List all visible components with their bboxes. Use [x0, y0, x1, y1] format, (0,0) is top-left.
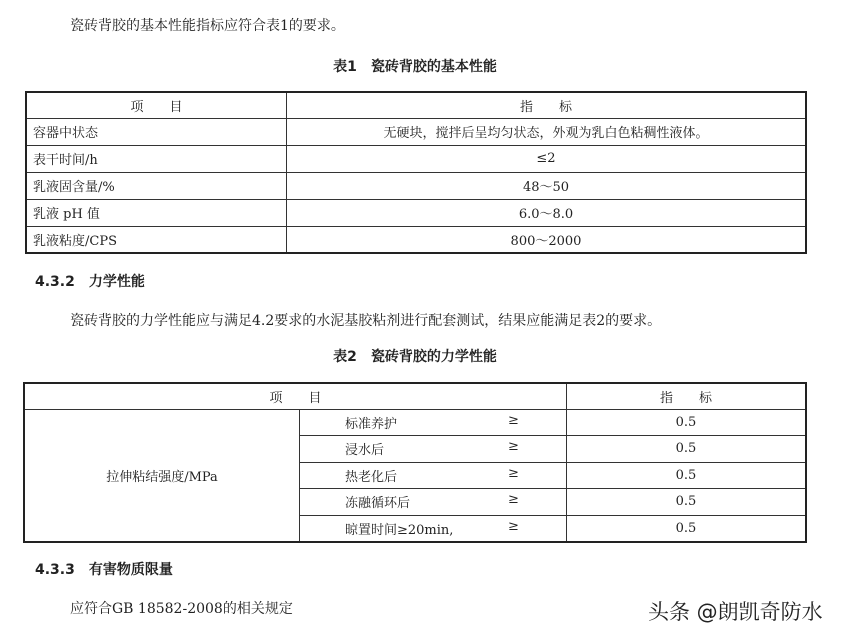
watermark: 头条 @朗凯奇防水 [648, 600, 823, 624]
table1 [25, 91, 807, 254]
table2-value: 0.5 [567, 436, 807, 463]
table2-item [300, 515, 567, 542]
table1-item: 容器中状态 [26, 118, 287, 145]
table2-item-label: 热老化后 [345, 469, 398, 485]
table2-item [300, 409, 567, 436]
table1-value: 48～50 [287, 172, 807, 199]
table2-title: 表2 瓷砖背胶的力学性能 [333, 349, 497, 365]
table1-item: 乳液粘度/CPS [26, 226, 287, 253]
table2-header-row [24, 383, 806, 409]
table2-operator: ≥ [508, 412, 519, 428]
table2-item-label: 晾置时间≥20min, [345, 522, 454, 538]
table2-row [24, 409, 806, 436]
table1-value: 无硬块，搅拌后呈均匀状态，外观为乳白色粘稠性液体。 [287, 118, 807, 145]
table2-operator: ≥ [508, 518, 519, 534]
table2-item-label: 浸水后 [345, 443, 385, 459]
table1-value: ≤2 [287, 145, 807, 172]
table2-operator: ≥ [508, 492, 519, 508]
table1-row [26, 145, 806, 172]
table1-row [26, 118, 806, 145]
intro-text: 瓷砖背胶的基本性能指标应符合表1的要求。 [70, 18, 345, 34]
section-4-3-3-text: 应符合GB 18582-2008的相关规定 [70, 601, 293, 617]
table2-item-label: 标准养护 [345, 416, 398, 432]
table1-item: 乳液固含量/% [26, 172, 287, 199]
table2 [23, 382, 807, 543]
table2-header-item: 项 目 [24, 383, 567, 409]
table2-group-label: 拉伸粘结强度/MPa [24, 409, 300, 542]
table1-title: 表1 瓷砖背胶的基本性能 [333, 59, 497, 75]
table1-value: 6.0～8.0 [287, 199, 807, 226]
table2-operator: ≥ [508, 465, 519, 481]
table1-header-index: 指 标 [287, 92, 807, 118]
table2-item [300, 489, 567, 516]
table2-value: 0.5 [567, 462, 807, 489]
table2-header-index: 指 标 [567, 383, 807, 409]
section-4-3-2-text: 瓷砖背胶的力学性能应与满足4.2要求的水泥基胶粘剂进行配套测试，结果应能满足表2的要求。 [70, 313, 662, 329]
table2-item-label: 冻融循环后 [345, 496, 411, 512]
table1-row [26, 226, 806, 253]
table1-header-item: 项 目 [26, 92, 287, 118]
table2-item [300, 462, 567, 489]
table1-header-row [26, 92, 806, 118]
section-4-3-2-heading: 4.3.2 力学性能 [35, 274, 145, 290]
table2-value: 0.5 [567, 409, 807, 436]
table1-row [26, 172, 806, 199]
table2-value: 0.5 [567, 489, 807, 516]
table1-item: 乳液 pH 值 [26, 199, 287, 226]
table2-operator: ≥ [508, 439, 519, 455]
table1-value: 800～2000 [287, 226, 807, 253]
table2-value: 0.5 [567, 515, 807, 542]
table1-row [26, 199, 806, 226]
table1-item: 表干时间/h [26, 145, 287, 172]
table2-item [300, 436, 567, 463]
section-4-3-3-heading: 4.3.3 有害物质限量 [35, 562, 173, 578]
